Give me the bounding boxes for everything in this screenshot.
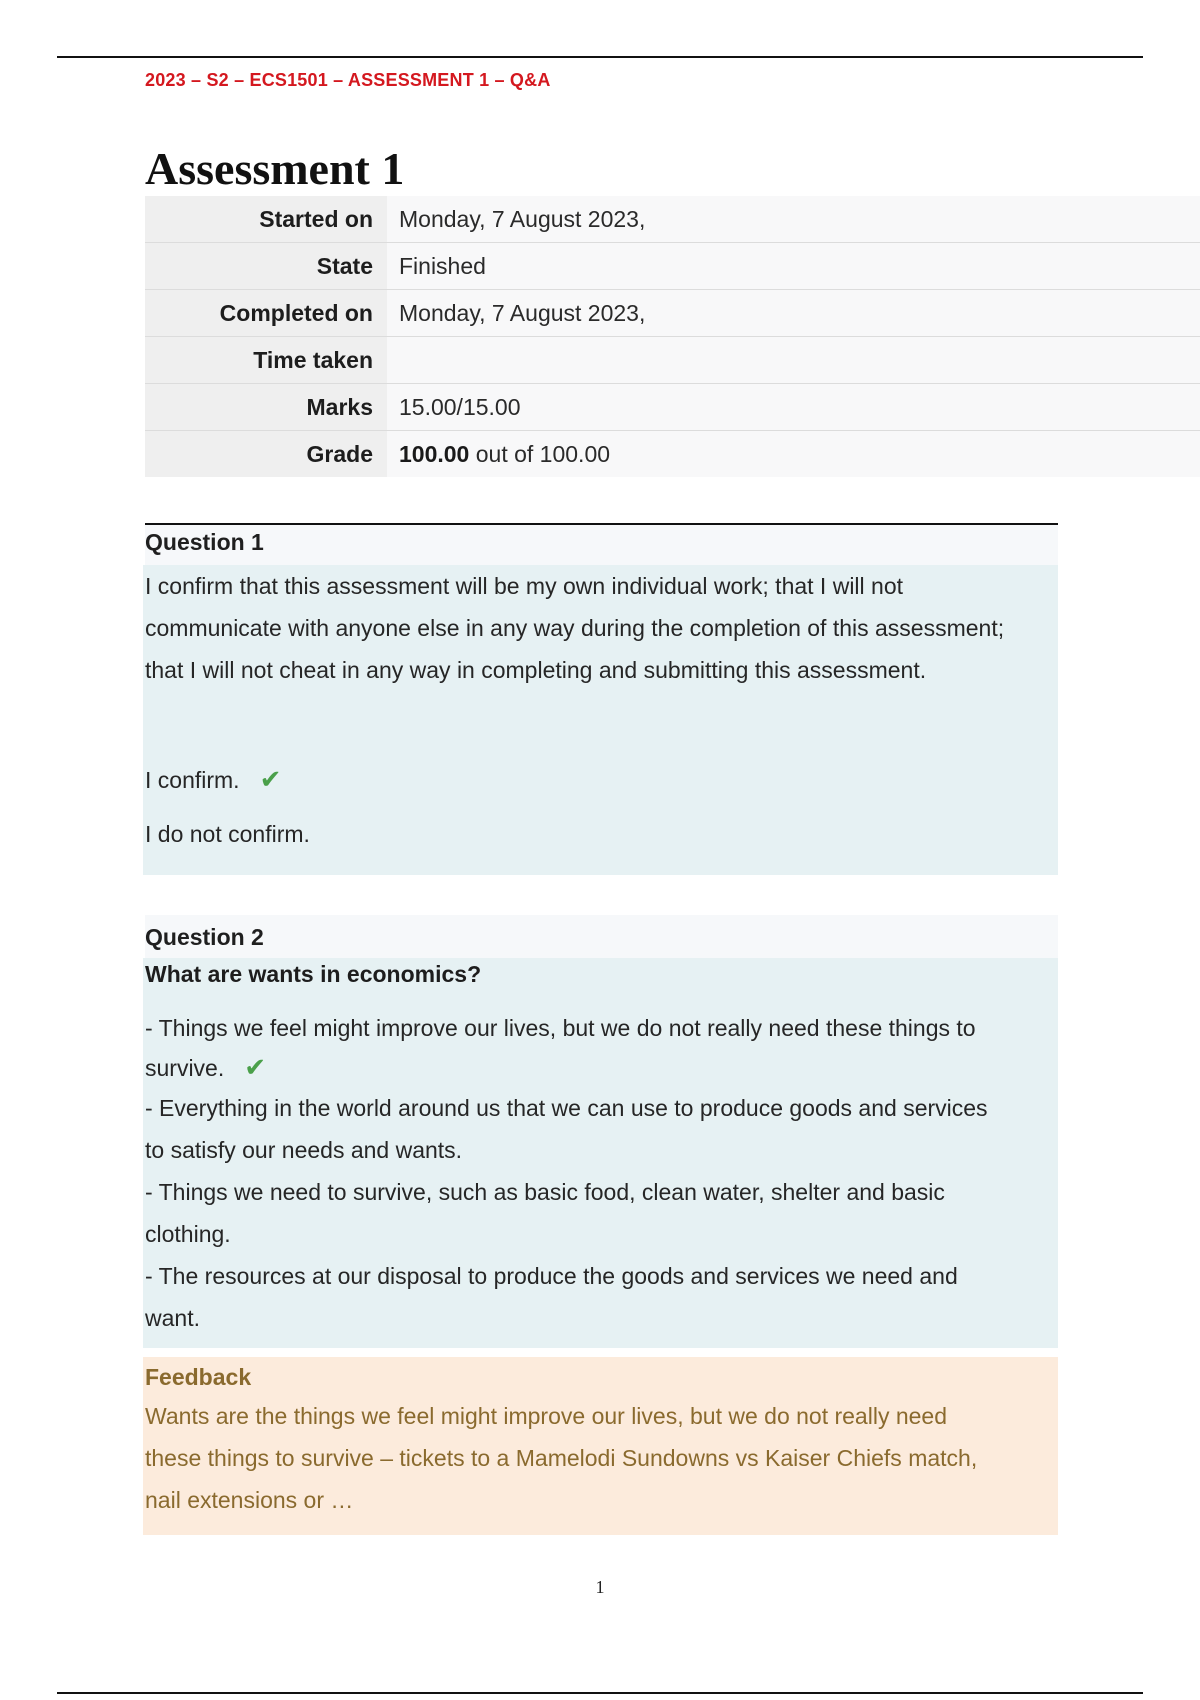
summary-value: Monday, 7 August 2023, <box>387 290 1200 337</box>
document-header: 2023 – S2 – ECS1501 – ASSESSMENT 1 – Q&A <box>145 70 551 90</box>
summary-value: Monday, 7 August 2023, <box>387 196 1200 243</box>
answer-option-line: want. <box>145 1305 200 1331</box>
question-2-body <box>143 958 1058 1348</box>
summary-value: 15.00/15.00 <box>387 384 1200 431</box>
answer-option-line: clothing. <box>145 1221 231 1247</box>
answer-option[interactable] <box>145 1087 1058 1171</box>
answer-option-line: to satisfy our needs and wants. <box>145 1137 463 1163</box>
grade-out-of: out of 100.00 <box>469 440 611 467</box>
summary-value <box>387 431 1200 478</box>
page-title: Assessment 1 <box>145 143 405 194</box>
check-icon: ✔ <box>244 1053 267 1083</box>
feedback-title: Feedback <box>145 1364 252 1390</box>
answer-option[interactable] <box>145 1171 1058 1255</box>
summary-label: Marks <box>145 384 387 431</box>
summary-row-marks <box>145 384 1200 431</box>
summary-label: Started on <box>145 196 387 243</box>
summary-label: Grade <box>145 431 387 478</box>
question-2-prompt: What are wants in economics? <box>145 961 482 987</box>
summary-row-completed <box>145 290 1200 337</box>
feedback-text-line: these things to survive – tickets to a Mamelodi Sundowns vs Kaiser Chiefs match, <box>145 1445 978 1471</box>
answer-option-line: - Things we feel might improve our lives, but we do not really need these things to <box>145 1015 976 1041</box>
answer-option-label: I confirm. <box>145 767 240 793</box>
feedback-panel <box>143 1357 1058 1535</box>
question-1-label: Question 1 <box>145 529 264 555</box>
summary-value <box>387 337 1200 384</box>
question-1-body <box>143 565 1058 875</box>
answer-option-line-wrap <box>145 1047 1058 1089</box>
question-1-text-line: communicate with anyone else in any way during the completion of this assessment; <box>145 615 1005 641</box>
summary-row-started <box>145 196 1200 243</box>
question-1-text-line: that I will not cheat in any way in completing and submitting this assessment. <box>145 657 927 683</box>
top-rule <box>57 56 1143 58</box>
check-icon: ✔ <box>259 765 282 795</box>
summary-label: State <box>145 243 387 290</box>
summary-row-time-taken <box>145 337 1200 384</box>
answer-option-line: - Things we need to survive, such as basic food, clean water, shelter and basic <box>145 1179 945 1205</box>
answer-option-line: - The resources at our disposal to produce the goods and services we need and <box>145 1263 958 1289</box>
answer-option[interactable] <box>145 759 1058 801</box>
grade-score: 100.00 <box>399 440 470 467</box>
answer-option-line: survive. <box>145 1055 225 1081</box>
summary-label: Time taken <box>145 337 387 384</box>
summary-label: Completed on <box>145 290 387 337</box>
answer-option[interactable] <box>145 1007 1058 1089</box>
summary-row-grade <box>145 431 1200 478</box>
question-2-header <box>145 915 1058 958</box>
answer-option-line: - Everything in the world around us that we can use to produce goods and services <box>145 1095 988 1121</box>
feedback-text-line: nail extensions or … <box>145 1487 354 1513</box>
attempt-summary-table <box>145 196 1200 477</box>
page-number: 1 <box>595 1577 605 1597</box>
answer-option[interactable] <box>145 813 1058 855</box>
question-2-label: Question 2 <box>145 924 264 950</box>
question-1-header <box>145 525 1058 565</box>
feedback-text-line: Wants are the things we feel might improve our lives, but we do not really need <box>145 1403 948 1429</box>
summary-row-state <box>145 243 1200 290</box>
summary-value: Finished <box>387 243 1200 290</box>
answer-option[interactable] <box>145 1255 1058 1339</box>
bottom-rule <box>57 1692 1143 1694</box>
question-1-text-line: I confirm that this assessment will be my own individual work; that I will not <box>145 573 904 599</box>
answer-option-label: I do not confirm. <box>145 821 310 847</box>
